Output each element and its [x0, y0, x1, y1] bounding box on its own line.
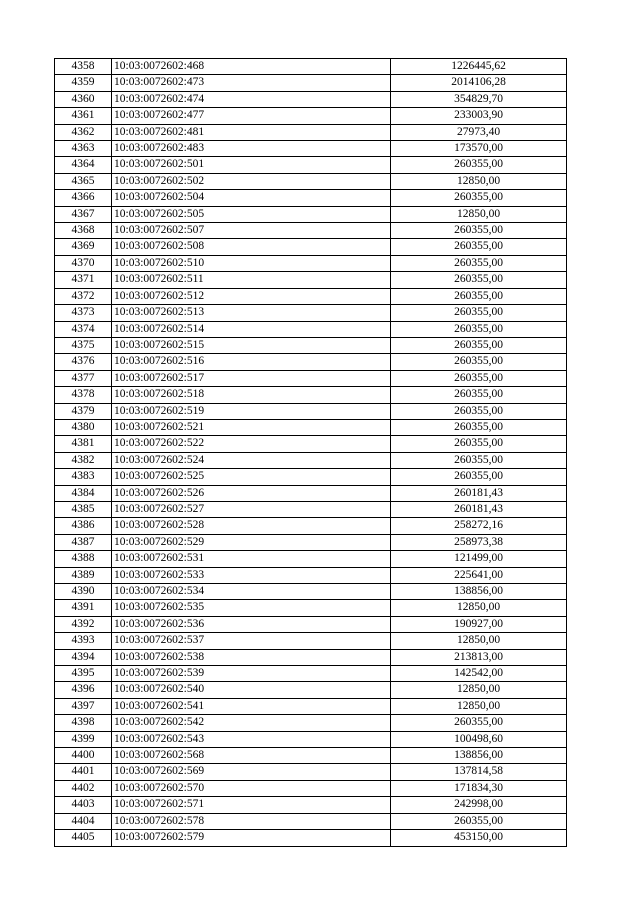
cadastral-number-cell: 10:03:0072602:533	[112, 567, 391, 583]
cadastral-number-cell: 10:03:0072602:543	[112, 731, 391, 747]
registry-table	[54, 58, 567, 847]
value-cell: 260355,00	[391, 370, 567, 386]
row-number-cell: 4394	[55, 649, 112, 665]
row-number-cell: 4390	[55, 584, 112, 600]
value-cell: 260181,43	[391, 501, 567, 517]
table-row	[55, 305, 567, 321]
value-cell: 260355,00	[391, 452, 567, 468]
cadastral-number-cell: 10:03:0072602:515	[112, 337, 391, 353]
table-row	[55, 124, 567, 140]
value-cell: 121499,00	[391, 551, 567, 567]
row-number-cell: 4404	[55, 813, 112, 829]
cadastral-number-cell: 10:03:0072602:570	[112, 780, 391, 796]
cadastral-number-cell: 10:03:0072602:483	[112, 141, 391, 157]
cadastral-number-cell: 10:03:0072602:536	[112, 616, 391, 632]
value-cell: 260355,00	[391, 715, 567, 731]
cadastral-number-cell: 10:03:0072602:525	[112, 469, 391, 485]
table-row	[55, 190, 567, 206]
cadastral-number-cell: 10:03:0072602:510	[112, 255, 391, 271]
value-cell: 260355,00	[391, 419, 567, 435]
value-cell: 138856,00	[391, 584, 567, 600]
row-number-cell: 4379	[55, 403, 112, 419]
value-cell: 225641,00	[391, 567, 567, 583]
row-number-cell: 4384	[55, 485, 112, 501]
value-cell: 173570,00	[391, 141, 567, 157]
value-cell: 12850,00	[391, 682, 567, 698]
row-number-cell: 4383	[55, 469, 112, 485]
value-cell: 171834,30	[391, 780, 567, 796]
table-row	[55, 141, 567, 157]
value-cell: 2014106,28	[391, 75, 567, 91]
cadastral-number-cell: 10:03:0072602:517	[112, 370, 391, 386]
row-number-cell: 4375	[55, 337, 112, 353]
value-cell: 260355,00	[391, 157, 567, 173]
value-cell: 12850,00	[391, 633, 567, 649]
value-cell: 453150,00	[391, 830, 567, 846]
cadastral-number-cell: 10:03:0072602:512	[112, 288, 391, 304]
table-row	[55, 649, 567, 665]
table-row	[55, 288, 567, 304]
cadastral-number-cell: 10:03:0072602:511	[112, 272, 391, 288]
value-cell: 142542,00	[391, 666, 567, 682]
value-cell: 260355,00	[391, 190, 567, 206]
value-cell: 260181,43	[391, 485, 567, 501]
row-number-cell: 4401	[55, 764, 112, 780]
table-row	[55, 223, 567, 239]
cadastral-number-cell: 10:03:0072602:474	[112, 91, 391, 107]
value-cell: 258973,38	[391, 534, 567, 550]
value-cell: 260355,00	[391, 813, 567, 829]
cadastral-number-cell: 10:03:0072602:526	[112, 485, 391, 501]
cadastral-number-cell: 10:03:0072602:501	[112, 157, 391, 173]
value-cell: 12850,00	[391, 206, 567, 222]
row-number-cell: 4405	[55, 830, 112, 846]
table-row	[55, 616, 567, 632]
row-number-cell: 4369	[55, 239, 112, 255]
cadastral-number-cell: 10:03:0072602:524	[112, 452, 391, 468]
table-row	[55, 731, 567, 747]
table-row	[55, 157, 567, 173]
value-cell: 12850,00	[391, 173, 567, 189]
value-cell: 260355,00	[391, 337, 567, 353]
value-cell: 260355,00	[391, 436, 567, 452]
table-row	[55, 567, 567, 583]
row-number-cell: 4395	[55, 666, 112, 682]
value-cell: 138856,00	[391, 748, 567, 764]
table-row	[55, 337, 567, 353]
row-number-cell: 4358	[55, 59, 112, 75]
cadastral-number-cell: 10:03:0072602:516	[112, 354, 391, 370]
table-row	[55, 403, 567, 419]
row-number-cell: 4385	[55, 501, 112, 517]
value-cell: 190927,00	[391, 616, 567, 632]
row-number-cell: 4367	[55, 206, 112, 222]
row-number-cell: 4378	[55, 387, 112, 403]
cadastral-number-cell: 10:03:0072602:508	[112, 239, 391, 255]
row-number-cell: 4363	[55, 141, 112, 157]
table-row	[55, 633, 567, 649]
cadastral-number-cell: 10:03:0072602:521	[112, 419, 391, 435]
table-row	[55, 239, 567, 255]
cadastral-number-cell: 10:03:0072602:542	[112, 715, 391, 731]
table-row	[55, 436, 567, 452]
row-number-cell: 4366	[55, 190, 112, 206]
table-row	[55, 551, 567, 567]
value-cell: 213813,00	[391, 649, 567, 665]
value-cell: 27973,40	[391, 124, 567, 140]
table-row	[55, 666, 567, 682]
value-cell: 260355,00	[391, 387, 567, 403]
cadastral-number-cell: 10:03:0072602:571	[112, 797, 391, 813]
value-cell: 260355,00	[391, 403, 567, 419]
value-cell: 260355,00	[391, 288, 567, 304]
value-cell: 260355,00	[391, 272, 567, 288]
row-number-cell: 4370	[55, 255, 112, 271]
row-number-cell: 4359	[55, 75, 112, 91]
row-number-cell: 4397	[55, 698, 112, 714]
row-number-cell: 4380	[55, 419, 112, 435]
table-row	[55, 370, 567, 386]
value-cell: 233003,90	[391, 108, 567, 124]
row-number-cell: 4365	[55, 173, 112, 189]
row-number-cell: 4361	[55, 108, 112, 124]
table-row	[55, 682, 567, 698]
value-cell: 100498,60	[391, 731, 567, 747]
row-number-cell: 4368	[55, 223, 112, 239]
row-number-cell: 4387	[55, 534, 112, 550]
cadastral-number-cell: 10:03:0072602:527	[112, 501, 391, 517]
table-row	[55, 780, 567, 796]
row-number-cell: 4389	[55, 567, 112, 583]
row-number-cell: 4396	[55, 682, 112, 698]
value-cell: 260355,00	[391, 255, 567, 271]
table-row	[55, 485, 567, 501]
row-number-cell: 4360	[55, 91, 112, 107]
table-row	[55, 584, 567, 600]
table-row	[55, 501, 567, 517]
row-number-cell: 4403	[55, 797, 112, 813]
row-number-cell: 4373	[55, 305, 112, 321]
value-cell: 1226445,62	[391, 59, 567, 75]
table-row	[55, 518, 567, 534]
row-number-cell: 4400	[55, 748, 112, 764]
cadastral-number-cell: 10:03:0072602:481	[112, 124, 391, 140]
cadastral-number-cell: 10:03:0072602:541	[112, 698, 391, 714]
cadastral-number-cell: 10:03:0072602:539	[112, 666, 391, 682]
row-number-cell: 4374	[55, 321, 112, 337]
cadastral-number-cell: 10:03:0072602:477	[112, 108, 391, 124]
table-row	[55, 469, 567, 485]
cadastral-number-cell: 10:03:0072602:473	[112, 75, 391, 91]
table-row	[55, 321, 567, 337]
table-row	[55, 387, 567, 403]
table-row	[55, 108, 567, 124]
value-cell: 260355,00	[391, 239, 567, 255]
value-cell: 260355,00	[391, 305, 567, 321]
row-number-cell: 4398	[55, 715, 112, 731]
cadastral-number-cell: 10:03:0072602:537	[112, 633, 391, 649]
table-row	[55, 600, 567, 616]
cadastral-number-cell: 10:03:0072602:513	[112, 305, 391, 321]
cadastral-number-cell: 10:03:0072602:504	[112, 190, 391, 206]
row-number-cell: 4393	[55, 633, 112, 649]
cadastral-number-cell: 10:03:0072602:522	[112, 436, 391, 452]
row-number-cell: 4377	[55, 370, 112, 386]
cadastral-number-cell: 10:03:0072602:531	[112, 551, 391, 567]
value-cell: 260355,00	[391, 354, 567, 370]
row-number-cell: 4364	[55, 157, 112, 173]
row-number-cell: 4399	[55, 731, 112, 747]
row-number-cell: 4402	[55, 780, 112, 796]
value-cell: 12850,00	[391, 600, 567, 616]
row-number-cell: 4388	[55, 551, 112, 567]
cadastral-number-cell: 10:03:0072602:518	[112, 387, 391, 403]
table-row	[55, 255, 567, 271]
table-row	[55, 452, 567, 468]
table-row	[55, 698, 567, 714]
value-cell: 258272,16	[391, 518, 567, 534]
row-number-cell: 4381	[55, 436, 112, 452]
cadastral-number-cell: 10:03:0072602:534	[112, 584, 391, 600]
row-number-cell: 4386	[55, 518, 112, 534]
table-row	[55, 206, 567, 222]
cadastral-number-cell: 10:03:0072602:569	[112, 764, 391, 780]
row-number-cell: 4362	[55, 124, 112, 140]
cadastral-number-cell: 10:03:0072602:514	[112, 321, 391, 337]
cadastral-number-cell: 10:03:0072602:579	[112, 830, 391, 846]
cadastral-number-cell: 10:03:0072602:535	[112, 600, 391, 616]
cadastral-number-cell: 10:03:0072602:519	[112, 403, 391, 419]
cadastral-number-cell: 10:03:0072602:538	[112, 649, 391, 665]
row-number-cell: 4371	[55, 272, 112, 288]
table-row	[55, 764, 567, 780]
row-number-cell: 4391	[55, 600, 112, 616]
row-number-cell: 4372	[55, 288, 112, 304]
value-cell: 260355,00	[391, 469, 567, 485]
cadastral-number-cell: 10:03:0072602:540	[112, 682, 391, 698]
value-cell: 354829,70	[391, 91, 567, 107]
row-number-cell: 4392	[55, 616, 112, 632]
table-row	[55, 354, 567, 370]
cadastral-number-cell: 10:03:0072602:507	[112, 223, 391, 239]
table-row	[55, 534, 567, 550]
table-row	[55, 830, 567, 846]
cadastral-number-cell: 10:03:0072602:528	[112, 518, 391, 534]
cadastral-number-cell: 10:03:0072602:468	[112, 59, 391, 75]
table-row	[55, 173, 567, 189]
cadastral-number-cell: 10:03:0072602:568	[112, 748, 391, 764]
value-cell: 260355,00	[391, 223, 567, 239]
table-row	[55, 91, 567, 107]
row-number-cell: 4382	[55, 452, 112, 468]
table-row	[55, 748, 567, 764]
table-row	[55, 797, 567, 813]
registry-table-body	[55, 59, 567, 847]
cadastral-number-cell: 10:03:0072602:529	[112, 534, 391, 550]
value-cell: 137814,58	[391, 764, 567, 780]
cadastral-number-cell: 10:03:0072602:578	[112, 813, 391, 829]
table-row	[55, 419, 567, 435]
table-row	[55, 272, 567, 288]
table-row	[55, 813, 567, 829]
table-row	[55, 75, 567, 91]
table-row	[55, 715, 567, 731]
value-cell: 242998,00	[391, 797, 567, 813]
value-cell: 12850,00	[391, 698, 567, 714]
table-row	[55, 59, 567, 75]
row-number-cell: 4376	[55, 354, 112, 370]
cadastral-number-cell: 10:03:0072602:502	[112, 173, 391, 189]
cadastral-number-cell: 10:03:0072602:505	[112, 206, 391, 222]
value-cell: 260355,00	[391, 321, 567, 337]
